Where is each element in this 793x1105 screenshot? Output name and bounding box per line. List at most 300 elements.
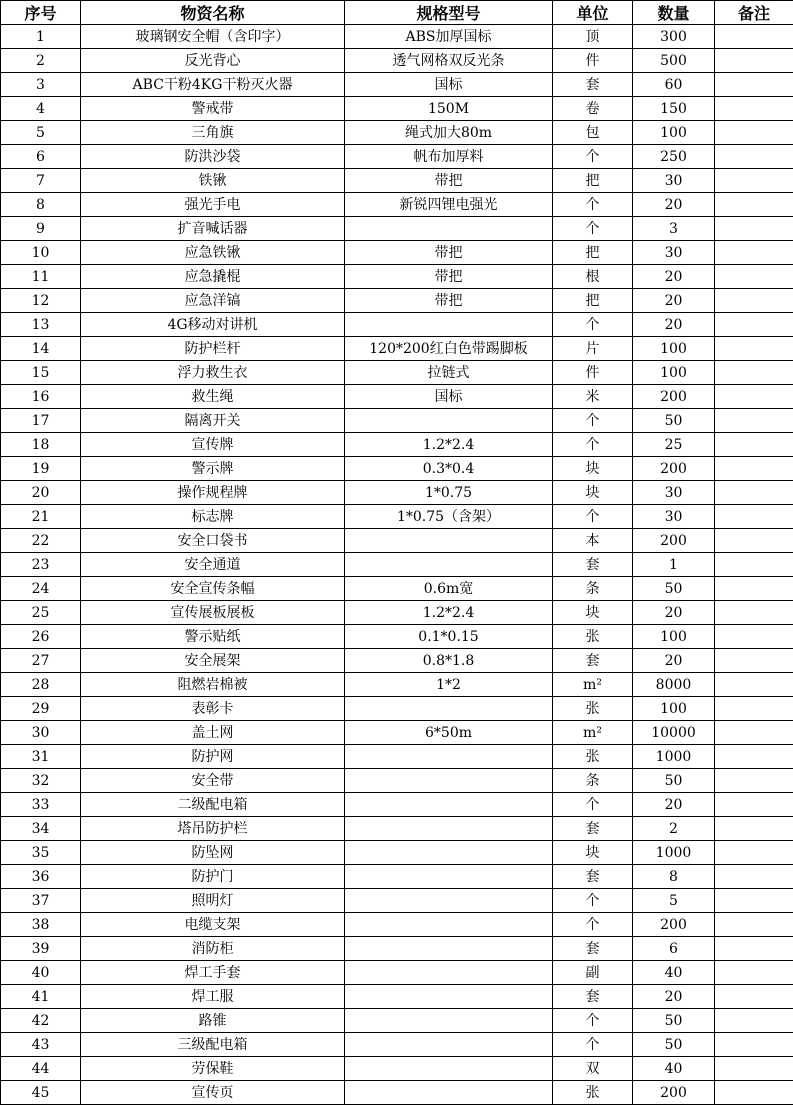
- cell-unit: 个: [553, 433, 633, 457]
- table-row: [1, 121, 793, 145]
- cell-item-name: 焊工手套: [81, 961, 345, 985]
- cell-remarks: [715, 793, 793, 817]
- header-quantity: 数量: [633, 1, 715, 25]
- cell-item-name: 扩音喊话器: [81, 217, 345, 241]
- cell-remarks: [715, 577, 793, 601]
- table-row: [1, 553, 793, 577]
- cell-remarks: [715, 529, 793, 553]
- cell-serial: 27: [1, 649, 81, 673]
- cell-quantity: 3: [633, 217, 715, 241]
- cell-serial: 1: [1, 25, 81, 49]
- cell-item-name: 应急撬棍: [81, 265, 345, 289]
- table-row: [1, 313, 793, 337]
- cell-item-name: 劳保鞋: [81, 1057, 345, 1081]
- table-row: [1, 457, 793, 481]
- cell-serial: 10: [1, 241, 81, 265]
- cell-serial: 20: [1, 481, 81, 505]
- cell-spec: [345, 1081, 553, 1105]
- cell-quantity: 500: [633, 49, 715, 73]
- table-row: [1, 961, 793, 985]
- cell-remarks: [715, 193, 793, 217]
- cell-item-name: 强光手电: [81, 193, 345, 217]
- cell-spec: 带把: [345, 169, 553, 193]
- cell-serial: 30: [1, 721, 81, 745]
- table-row: [1, 625, 793, 649]
- cell-remarks: [715, 1081, 793, 1105]
- cell-quantity: 20: [633, 601, 715, 625]
- cell-serial: 14: [1, 337, 81, 361]
- cell-serial: 13: [1, 313, 81, 337]
- table-row: [1, 649, 793, 673]
- cell-spec: [345, 1033, 553, 1057]
- cell-spec: [345, 865, 553, 889]
- cell-unit: 套: [553, 937, 633, 961]
- table-row: [1, 1033, 793, 1057]
- cell-spec: 0.8*1.8: [345, 649, 553, 673]
- cell-spec: 1*0.75: [345, 481, 553, 505]
- cell-quantity: 20: [633, 193, 715, 217]
- cell-item-name: 宣传页: [81, 1081, 345, 1105]
- cell-unit: 把: [553, 169, 633, 193]
- table-row: [1, 793, 793, 817]
- cell-spec: 1*2: [345, 673, 553, 697]
- cell-quantity: 100: [633, 625, 715, 649]
- cell-item-name: 三级配电箱: [81, 1033, 345, 1057]
- cell-item-name: 4G移动对讲机: [81, 313, 345, 337]
- cell-unit: 顶: [553, 25, 633, 49]
- cell-unit: 块: [553, 841, 633, 865]
- cell-unit: 套: [553, 649, 633, 673]
- cell-quantity: 40: [633, 961, 715, 985]
- header-row: [1, 1, 793, 25]
- cell-spec: [345, 913, 553, 937]
- table-row: [1, 769, 793, 793]
- cell-remarks: [715, 385, 793, 409]
- table-row: [1, 913, 793, 937]
- cell-quantity: 5: [633, 889, 715, 913]
- cell-item-name: 警示贴纸: [81, 625, 345, 649]
- cell-spec: 拉链式: [345, 361, 553, 385]
- cell-quantity: 300: [633, 25, 715, 49]
- cell-item-name: 安全展架: [81, 649, 345, 673]
- table-row: [1, 745, 793, 769]
- cell-remarks: [715, 457, 793, 481]
- cell-quantity: 20: [633, 289, 715, 313]
- cell-serial: 36: [1, 865, 81, 889]
- cell-remarks: [715, 361, 793, 385]
- cell-serial: 18: [1, 433, 81, 457]
- cell-item-name: 塔吊防护栏: [81, 817, 345, 841]
- cell-unit: 个: [553, 217, 633, 241]
- cell-item-name: 电缆支架: [81, 913, 345, 937]
- cell-quantity: 20: [633, 649, 715, 673]
- cell-remarks: [715, 841, 793, 865]
- cell-item-name: 焊工服: [81, 985, 345, 1009]
- cell-item-name: 宣传牌: [81, 433, 345, 457]
- cell-remarks: [715, 961, 793, 985]
- cell-quantity: 10000: [633, 721, 715, 745]
- cell-quantity: 200: [633, 457, 715, 481]
- cell-quantity: 25: [633, 433, 715, 457]
- cell-serial: 23: [1, 553, 81, 577]
- cell-quantity: 200: [633, 529, 715, 553]
- cell-serial: 7: [1, 169, 81, 193]
- header-unit: 单位: [553, 1, 633, 25]
- cell-remarks: [715, 1009, 793, 1033]
- cell-remarks: [715, 25, 793, 49]
- cell-unit: 张: [553, 625, 633, 649]
- cell-item-name: 防洪沙袋: [81, 145, 345, 169]
- cell-unit: 套: [553, 553, 633, 577]
- cell-spec: [345, 529, 553, 553]
- cell-spec: [345, 961, 553, 985]
- cell-quantity: 8000: [633, 673, 715, 697]
- cell-unit: m²: [553, 673, 633, 697]
- cell-quantity: 30: [633, 481, 715, 505]
- cell-serial: 9: [1, 217, 81, 241]
- cell-spec: 带把: [345, 241, 553, 265]
- cell-remarks: [715, 337, 793, 361]
- cell-remarks: [715, 913, 793, 937]
- table-row: [1, 289, 793, 313]
- cell-remarks: [715, 313, 793, 337]
- cell-serial: 2: [1, 49, 81, 73]
- table-row: [1, 409, 793, 433]
- cell-spec: [345, 769, 553, 793]
- cell-remarks: [715, 889, 793, 913]
- cell-spec: [345, 1057, 553, 1081]
- cell-spec: [345, 889, 553, 913]
- cell-remarks: [715, 217, 793, 241]
- table-row: [1, 49, 793, 73]
- cell-remarks: [715, 169, 793, 193]
- cell-spec: 120*200红白色带踢脚板: [345, 337, 553, 361]
- cell-unit: 张: [553, 1081, 633, 1105]
- cell-serial: 22: [1, 529, 81, 553]
- cell-spec: [345, 313, 553, 337]
- header-remarks: 备注: [715, 1, 793, 25]
- table-row: [1, 1081, 793, 1105]
- cell-serial: 37: [1, 889, 81, 913]
- cell-remarks: [715, 145, 793, 169]
- cell-spec: 国标: [345, 385, 553, 409]
- header-item-name: 物资名称: [81, 1, 345, 25]
- cell-quantity: 50: [633, 769, 715, 793]
- table-row: [1, 505, 793, 529]
- table-row: [1, 265, 793, 289]
- cell-quantity: 50: [633, 409, 715, 433]
- cell-item-name: 操作规程牌: [81, 481, 345, 505]
- cell-quantity: 20: [633, 985, 715, 1009]
- cell-remarks: [715, 769, 793, 793]
- cell-serial: 11: [1, 265, 81, 289]
- cell-serial: 12: [1, 289, 81, 313]
- cell-serial: 28: [1, 673, 81, 697]
- table-row: [1, 385, 793, 409]
- cell-unit: 个: [553, 313, 633, 337]
- cell-spec: 帆布加厚料: [345, 145, 553, 169]
- table-row: [1, 169, 793, 193]
- cell-spec: 绳式加大80m: [345, 121, 553, 145]
- cell-spec: 6*50m: [345, 721, 553, 745]
- cell-serial: 39: [1, 937, 81, 961]
- cell-remarks: [715, 721, 793, 745]
- table-row: [1, 865, 793, 889]
- cell-serial: 31: [1, 745, 81, 769]
- header-serial: 序号: [1, 1, 81, 25]
- table-row: [1, 673, 793, 697]
- table-row: [1, 697, 793, 721]
- table-row: [1, 145, 793, 169]
- cell-serial: 24: [1, 577, 81, 601]
- cell-spec: 150M: [345, 97, 553, 121]
- cell-remarks: [715, 697, 793, 721]
- cell-serial: 42: [1, 1009, 81, 1033]
- cell-unit: 把: [553, 241, 633, 265]
- cell-serial: 44: [1, 1057, 81, 1081]
- cell-item-name: 防护门: [81, 865, 345, 889]
- cell-quantity: 50: [633, 577, 715, 601]
- cell-remarks: [715, 817, 793, 841]
- cell-spec: 透气网格双反光条: [345, 49, 553, 73]
- cell-spec: 0.1*0.15: [345, 625, 553, 649]
- cell-item-name: 二级配电箱: [81, 793, 345, 817]
- cell-remarks: [715, 433, 793, 457]
- cell-spec: [345, 841, 553, 865]
- table-row: [1, 601, 793, 625]
- cell-quantity: 50: [633, 1009, 715, 1033]
- cell-remarks: [715, 625, 793, 649]
- table-row: [1, 1009, 793, 1033]
- cell-item-name: 防护栏杆: [81, 337, 345, 361]
- cell-item-name: 安全宣传条幅: [81, 577, 345, 601]
- table-row: [1, 217, 793, 241]
- cell-remarks: [715, 865, 793, 889]
- cell-remarks: [715, 937, 793, 961]
- cell-quantity: 100: [633, 121, 715, 145]
- table-row: [1, 481, 793, 505]
- cell-remarks: [715, 649, 793, 673]
- table-row: [1, 889, 793, 913]
- cell-item-name: 表彰卡: [81, 697, 345, 721]
- cell-spec: [345, 937, 553, 961]
- cell-remarks: [715, 745, 793, 769]
- cell-item-name: 安全带: [81, 769, 345, 793]
- cell-remarks: [715, 601, 793, 625]
- cell-serial: 6: [1, 145, 81, 169]
- cell-quantity: 100: [633, 337, 715, 361]
- cell-serial: 38: [1, 913, 81, 937]
- cell-unit: 个: [553, 793, 633, 817]
- table-row: [1, 937, 793, 961]
- table-row: [1, 73, 793, 97]
- cell-quantity: 100: [633, 361, 715, 385]
- cell-unit: 套: [553, 73, 633, 97]
- cell-unit: 个: [553, 409, 633, 433]
- cell-remarks: [715, 97, 793, 121]
- cell-item-name: 盖土网: [81, 721, 345, 745]
- table-row: [1, 361, 793, 385]
- cell-quantity: 250: [633, 145, 715, 169]
- cell-remarks: [715, 49, 793, 73]
- cell-remarks: [715, 265, 793, 289]
- cell-spec: 1.2*2.4: [345, 433, 553, 457]
- cell-spec: [345, 745, 553, 769]
- cell-quantity: 20: [633, 265, 715, 289]
- header-spec: 规格型号: [345, 1, 553, 25]
- cell-spec: 1.2*2.4: [345, 601, 553, 625]
- cell-remarks: [715, 1033, 793, 1057]
- cell-quantity: 1: [633, 553, 715, 577]
- cell-item-name: 隔离开关: [81, 409, 345, 433]
- cell-unit: 张: [553, 745, 633, 769]
- cell-unit: 个: [553, 913, 633, 937]
- table-row: [1, 817, 793, 841]
- table-body: [1, 25, 793, 1105]
- cell-item-name: 宣传展板展板: [81, 601, 345, 625]
- cell-serial: 19: [1, 457, 81, 481]
- cell-serial: 3: [1, 73, 81, 97]
- table-row: [1, 985, 793, 1009]
- cell-unit: 张: [553, 697, 633, 721]
- cell-quantity: 100: [633, 697, 715, 721]
- cell-spec: [345, 553, 553, 577]
- cell-quantity: 2: [633, 817, 715, 841]
- cell-item-name: 防护网: [81, 745, 345, 769]
- cell-item-name: 应急洋镐: [81, 289, 345, 313]
- cell-serial: 17: [1, 409, 81, 433]
- cell-quantity: 200: [633, 385, 715, 409]
- cell-quantity: 6: [633, 937, 715, 961]
- cell-remarks: [715, 673, 793, 697]
- cell-item-name: 铁锹: [81, 169, 345, 193]
- cell-unit: 套: [553, 985, 633, 1009]
- cell-unit: 条: [553, 769, 633, 793]
- cell-item-name: 防坠网: [81, 841, 345, 865]
- cell-item-name: 警示牌: [81, 457, 345, 481]
- cell-unit: m²: [553, 721, 633, 745]
- cell-quantity: 200: [633, 913, 715, 937]
- cell-unit: 套: [553, 865, 633, 889]
- cell-item-name: 消防柜: [81, 937, 345, 961]
- cell-item-name: 警戒带: [81, 97, 345, 121]
- cell-quantity: 30: [633, 505, 715, 529]
- cell-unit: 副: [553, 961, 633, 985]
- cell-spec: [345, 1009, 553, 1033]
- cell-remarks: [715, 121, 793, 145]
- cell-spec: [345, 697, 553, 721]
- cell-spec: [345, 793, 553, 817]
- cell-unit: 件: [553, 361, 633, 385]
- cell-serial: 33: [1, 793, 81, 817]
- table-row: [1, 25, 793, 49]
- cell-spec: ABS加厚国标: [345, 25, 553, 49]
- cell-spec: 新锐四锂电强光: [345, 193, 553, 217]
- cell-item-name: 应急铁锹: [81, 241, 345, 265]
- cell-item-name: 安全口袋书: [81, 529, 345, 553]
- cell-remarks: [715, 73, 793, 97]
- cell-spec: [345, 817, 553, 841]
- cell-unit: 根: [553, 265, 633, 289]
- cell-unit: 个: [553, 145, 633, 169]
- cell-unit: 个: [553, 1009, 633, 1033]
- cell-item-name: 玻璃钢安全帽（含印字）: [81, 25, 345, 49]
- cell-item-name: 照明灯: [81, 889, 345, 913]
- cell-item-name: 浮力救生衣: [81, 361, 345, 385]
- cell-unit: 个: [553, 1033, 633, 1057]
- cell-spec: 带把: [345, 265, 553, 289]
- cell-quantity: 20: [633, 313, 715, 337]
- cell-serial: 32: [1, 769, 81, 793]
- cell-unit: 件: [553, 49, 633, 73]
- cell-unit: 套: [553, 817, 633, 841]
- cell-item-name: 救生绳: [81, 385, 345, 409]
- cell-quantity: 30: [633, 241, 715, 265]
- cell-quantity: 1000: [633, 841, 715, 865]
- cell-spec: [345, 409, 553, 433]
- table-row: [1, 841, 793, 865]
- cell-quantity: 200: [633, 1081, 715, 1105]
- cell-unit: 个: [553, 889, 633, 913]
- cell-remarks: [715, 289, 793, 313]
- cell-serial: 41: [1, 985, 81, 1009]
- cell-unit: 个: [553, 193, 633, 217]
- cell-remarks: [715, 505, 793, 529]
- table-row: [1, 721, 793, 745]
- cell-item-name: ABC干粉4KG干粉灭火器: [81, 73, 345, 97]
- cell-unit: 卷: [553, 97, 633, 121]
- cell-serial: 45: [1, 1081, 81, 1105]
- cell-serial: 5: [1, 121, 81, 145]
- cell-unit: 块: [553, 481, 633, 505]
- cell-quantity: 60: [633, 73, 715, 97]
- cell-item-name: 路锥: [81, 1009, 345, 1033]
- cell-unit: 片: [553, 337, 633, 361]
- cell-item-name: 标志牌: [81, 505, 345, 529]
- cell-remarks: [715, 1057, 793, 1081]
- cell-spec: 国标: [345, 73, 553, 97]
- table-row: [1, 97, 793, 121]
- cell-quantity: 1000: [633, 745, 715, 769]
- cell-item-name: 阻燃岩棉被: [81, 673, 345, 697]
- cell-remarks: [715, 985, 793, 1009]
- cell-item-name: 三角旗: [81, 121, 345, 145]
- cell-serial: 43: [1, 1033, 81, 1057]
- cell-serial: 40: [1, 961, 81, 985]
- cell-quantity: 50: [633, 1033, 715, 1057]
- cell-serial: 21: [1, 505, 81, 529]
- cell-serial: 29: [1, 697, 81, 721]
- cell-spec: 0.3*0.4: [345, 457, 553, 481]
- cell-unit: 本: [553, 529, 633, 553]
- table-row: [1, 241, 793, 265]
- cell-item-name: 安全通道: [81, 553, 345, 577]
- cell-quantity: 150: [633, 97, 715, 121]
- cell-remarks: [715, 553, 793, 577]
- table-row: [1, 529, 793, 553]
- cell-quantity: 20: [633, 793, 715, 817]
- cell-serial: 16: [1, 385, 81, 409]
- cell-unit: 双: [553, 1057, 633, 1081]
- cell-spec: [345, 217, 553, 241]
- cell-quantity: 8: [633, 865, 715, 889]
- cell-serial: 35: [1, 841, 81, 865]
- cell-quantity: 40: [633, 1057, 715, 1081]
- cell-remarks: [715, 241, 793, 265]
- cell-serial: 26: [1, 625, 81, 649]
- cell-unit: 个: [553, 505, 633, 529]
- cell-spec: 1*0.75（含架）: [345, 505, 553, 529]
